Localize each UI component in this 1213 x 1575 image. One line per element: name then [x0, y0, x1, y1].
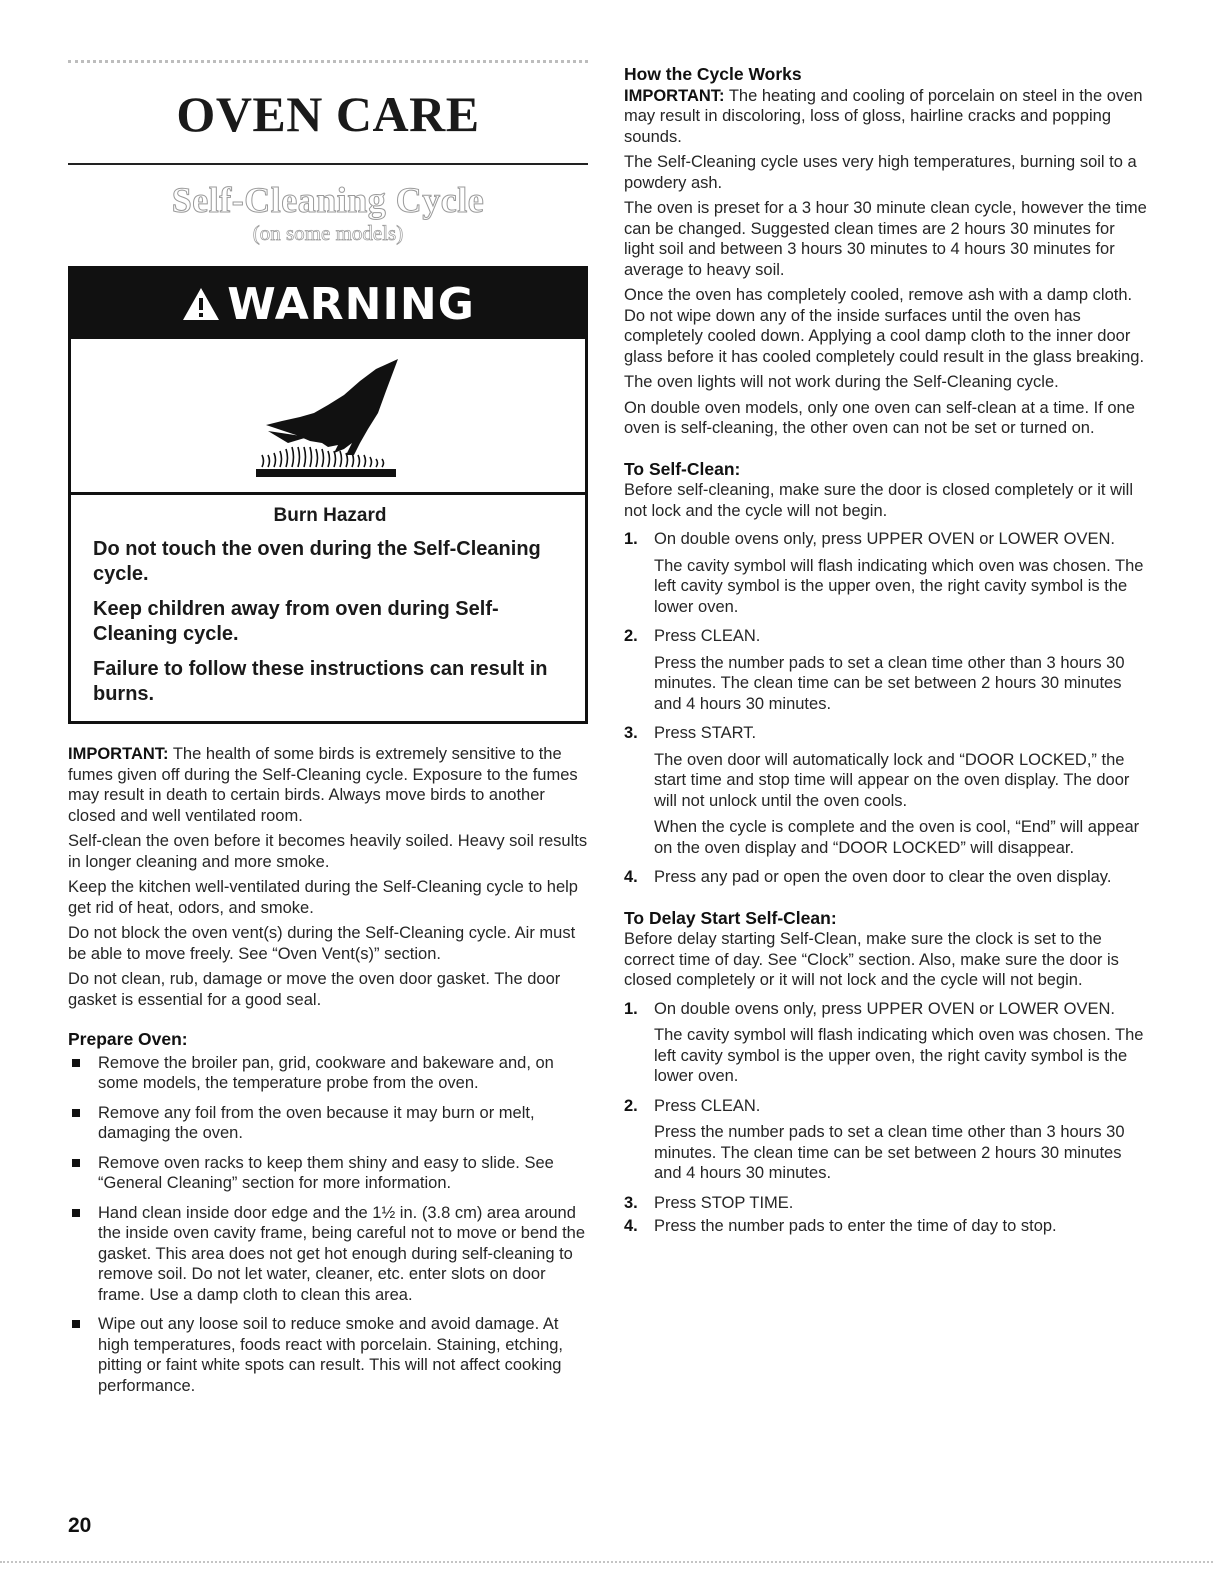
paragraph: Keep the kitchen well-ventilated during the Self-Cleaning cycle to help get rid of heat, odors, and smoke. — [68, 878, 578, 917]
step-text: Press the number pads to enter the time of day to stop. — [654, 1217, 1057, 1235]
self-clean-heading: To Self-Clean: — [624, 458, 741, 479]
step-item — [624, 626, 1149, 714]
step-item — [624, 1096, 1149, 1184]
right-column — [624, 64, 1149, 1246]
step-number: 2. — [624, 1096, 638, 1115]
bottom-dotted-rule — [0, 1561, 1213, 1563]
delay-start-heading: To Delay Start Self-Clean: — [624, 907, 837, 928]
hand-burn-hazard-icon — [248, 351, 408, 481]
step-number: 2. — [624, 627, 638, 645]
how-cycle-works-heading: How the Cycle Works — [624, 64, 802, 84]
bullet-icon — [72, 1320, 80, 1328]
step-text: Press START. — [654, 724, 757, 742]
list-item-text: Wipe out any loose soil to reduce smoke and avoid damage. At high temperatures, foods react with porcelain. Staining, etching, pitting or faint white spots can result. This will not affect cooking performance. — [98, 1315, 564, 1395]
step-detail: Press the number pads to set a clean time other than 3 hours 30 minutes. The clean time can be set between 2 hours 30 minutes and 4 hours 30 minutes. — [654, 1123, 1125, 1182]
step-number: 3. — [624, 724, 638, 742]
step-number: 3. — [624, 1193, 638, 1212]
section-title: Self-Cleaning Cycle — [171, 180, 485, 220]
step-detail: Press the number pads to set a clean time other than 3 hours 30 minutes. The clean time can be set between 2 hours 30 minutes and 4 hours 30 minutes. — [654, 653, 1125, 713]
paragraph: Self-clean the oven before it becomes heavily soiled. Heavy soil results in longer cleaning and more smoke. — [68, 832, 588, 871]
top-dotted-rule — [68, 60, 588, 73]
warning-line: Failure to follow these instructions can result in burns. — [93, 658, 548, 705]
delay-start-steps — [624, 999, 1149, 1237]
important-label: IMPORTANT: — [68, 745, 169, 763]
step-item — [624, 723, 1149, 858]
important-label: IMPORTANT: — [624, 86, 725, 105]
paragraph: On double oven models, only one oven can self-clean at a time. If one oven is self-cleaning, the other oven can not be set or turned on. — [624, 398, 1135, 437]
list-item-text: Remove the broiler pan, grid, cookware and bakeware and, on some models, the temperature probe from the oven. — [98, 1053, 554, 1092]
page-number: 20 — [68, 1514, 92, 1537]
list-item — [68, 1103, 588, 1144]
warning-line: Do not touch the oven during the Self-Cleaning cycle. — [93, 538, 541, 585]
section-subtitle: (on some models) — [252, 221, 404, 245]
warning-header — [71, 269, 585, 339]
paragraph: Once the oven has completely cooled, remove ash with a damp cloth. Do not wipe down any of the inside surfaces until the oven has completely cooled down. Applying a cool damp cloth to the inner door glass before it has cooled completely could result in the glass breaking. — [624, 286, 1145, 366]
important-note — [624, 86, 1149, 148]
warning-line: Keep children away from oven during Self-Cleaning cycle. — [93, 598, 499, 645]
step-number: 4. — [624, 1217, 638, 1235]
important-text: The health of some birds is extremely sensitive to the fumes given off during the Self-Cleaning cycle. Exposure to the fumes may result in death to certain birds. Always move birds to another closed and well ventilated room. — [68, 745, 578, 825]
bullet-icon — [72, 1109, 80, 1117]
step-text: On double ovens only, press UPPER OVEN or LOWER OVEN. — [654, 999, 1115, 1018]
warning-text — [71, 495, 585, 721]
warning-signal-word: WARNING — [227, 278, 475, 330]
warning-box — [68, 266, 588, 724]
prepare-oven-list — [68, 1053, 588, 1397]
bullet-icon — [72, 1209, 80, 1217]
paragraph: Before delay starting Self-Clean, make sure the clock is set to the correct time of day. See “Clock” section. Also, make sure the door is closed completely or it will not lock and the cycle will not begin. — [624, 930, 1119, 989]
step-text: Press CLEAN. — [654, 1096, 761, 1115]
step-item — [624, 529, 1149, 617]
list-item — [68, 1314, 588, 1396]
step-item — [624, 999, 1149, 1087]
step-text: Press any pad or open the oven door to clear the oven display. — [654, 868, 1112, 886]
left-column — [68, 60, 588, 1405]
list-item-text: Remove any foil from the oven because it may burn or melt, damaging the oven. — [98, 1103, 535, 1142]
list-item — [68, 1053, 588, 1094]
paragraph: Do not clean, rub, damage or move the oven door gasket. The door gasket is essential for a good seal. — [68, 970, 561, 1009]
step-text: Press CLEAN. — [654, 627, 761, 645]
list-item-text: Hand clean inside door edge and the 1½ in. (3.8 cm) area around the inside oven cavity frame, being careful not to move or bend the gasket. This area does not get hot enough during self-cleaning to remove soil. Do not let water, cleaner, etc. enter slots on door frame. Use a damp cloth to clean this area. — [98, 1203, 586, 1304]
paragraph: Before self-cleaning, make sure the door is closed completely or it will not lock and the cycle will not begin. — [624, 481, 1133, 520]
important-text: The heating and cooling of porcelain on steel in the oven may result in discoloring, loss of gloss, hairline cracks and popping sounds. — [624, 86, 1143, 146]
step-item — [624, 867, 1149, 888]
page-title: OVEN CARE — [176, 86, 480, 142]
paragraph: The oven is preset for a 3 hour 30 minute clean cycle, however the time can be changed. Suggested clean times are 2 hours 30 minutes for light soil and between 3 hours 30 minutes to 4 hours 30 minutes for average to heavy soil. — [624, 199, 1147, 279]
title-divider — [68, 163, 588, 165]
burn-hazard-pictogram — [71, 339, 585, 495]
hazard-title: Burn Hazard — [273, 505, 387, 526]
step-detail: When the cycle is complete and the oven is cool, “End” will appear on the oven display and “DOOR LOCKED” will disappear. — [654, 818, 1140, 857]
bullet-icon — [72, 1159, 80, 1167]
important-note — [68, 744, 588, 826]
step-detail: The cavity symbol will flash indicating which oven was chosen. The left cavity symbol is the upper oven, the right cavity symbol is the lower oven. — [654, 1026, 1144, 1085]
paragraph: Do not block the oven vent(s) during the Self-Cleaning cycle. Air must be able to move freely. See “Oven Vent(s)” section. — [68, 924, 576, 963]
step-item — [624, 1193, 1149, 1214]
step-text: On double ovens only, press UPPER OVEN or LOWER OVEN. — [654, 530, 1115, 548]
self-clean-steps — [624, 529, 1149, 888]
step-text: Press STOP TIME. — [654, 1193, 794, 1212]
list-item — [68, 1153, 588, 1194]
paragraph: The oven lights will not work during the Self-Cleaning cycle. — [624, 373, 1059, 391]
step-detail: The oven door will automatically lock and “DOOR LOCKED,” the start time and stop time will appear on the oven display. The door will not unlock until the oven cools. — [654, 750, 1130, 810]
bullet-icon — [72, 1059, 80, 1067]
left-body — [68, 744, 588, 1396]
step-item — [624, 1216, 1149, 1237]
step-number: 4. — [624, 868, 638, 886]
step-detail: The cavity symbol will flash indicating which oven was chosen. The left cavity symbol is the upper oven, the right cavity symbol is the lower oven. — [654, 556, 1144, 616]
list-item-text: Remove oven racks to keep them shiny and easy to slide. See “General Cleaning” section for more information. — [98, 1153, 554, 1192]
list-item — [68, 1203, 588, 1306]
step-number: 1. — [624, 530, 638, 548]
warning-triangle-icon — [181, 286, 221, 322]
step-number: 1. — [624, 999, 638, 1018]
prepare-oven-heading: Prepare Oven: — [68, 1029, 188, 1049]
paragraph: The Self-Cleaning cycle uses very high temperatures, burning soil to a powdery ash. — [624, 153, 1137, 192]
